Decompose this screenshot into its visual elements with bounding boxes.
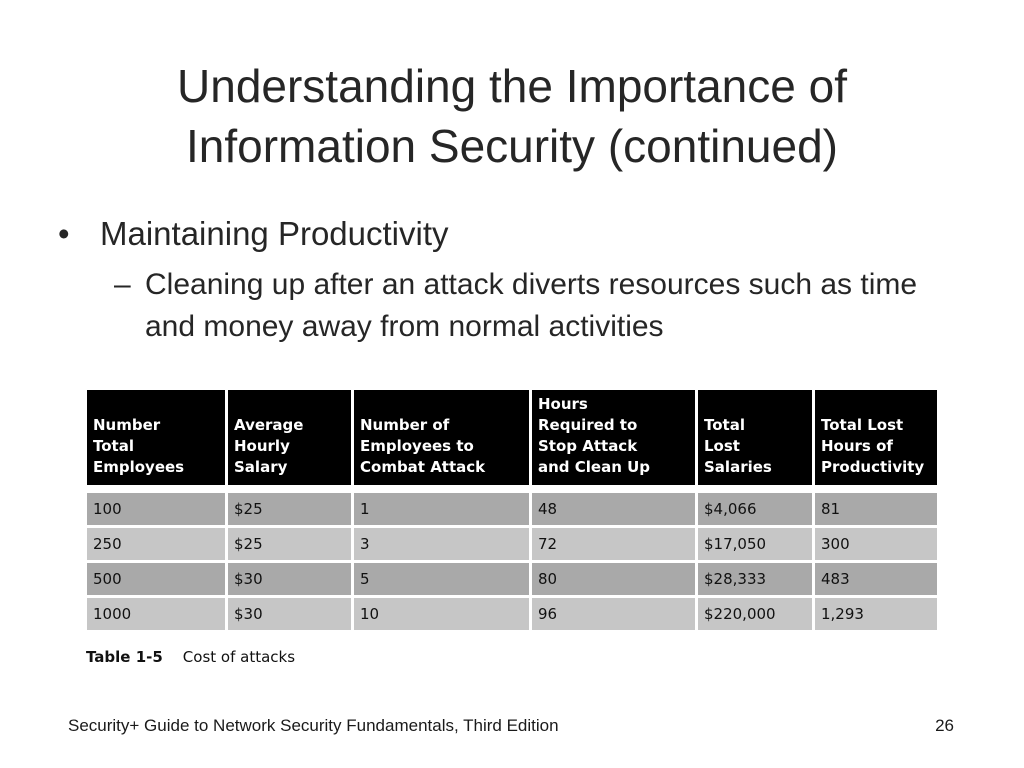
gap-cell	[87, 488, 937, 490]
table-cell: 1000	[87, 598, 225, 630]
table-cell: $25	[228, 493, 351, 525]
header-line: Total	[704, 416, 745, 434]
header-line: Employees	[93, 458, 185, 476]
table-cell: 10	[354, 598, 529, 630]
header-line: Combat Attack	[360, 458, 486, 476]
slide-title	[0, 56, 1024, 176]
table-cell: 483	[815, 563, 937, 595]
header-line: Hourly	[234, 437, 290, 455]
header-average-hourly-salary	[228, 390, 351, 485]
header-line: Hours of	[821, 437, 893, 455]
table-cell: $4,066	[698, 493, 812, 525]
header-total-lost-hours	[815, 390, 937, 485]
sub-bullet-text: Cleaning up after an attack diverts resources such as time and money away from normal activities	[145, 268, 918, 343]
page-number: 26	[935, 716, 954, 735]
table-row	[87, 563, 937, 595]
header-line: Lost	[704, 437, 740, 455]
bullet-item	[58, 212, 449, 256]
header-number-total-employees	[87, 390, 225, 485]
header-hours-required	[532, 390, 695, 485]
header-line: Number of	[360, 416, 450, 434]
table-row	[87, 493, 937, 525]
table-cell: $30	[228, 598, 351, 630]
footer-book-title: Security+ Guide to Network Security Fundamentals, Third Edition	[68, 716, 559, 735]
table-header-row	[87, 390, 937, 485]
table-cell: 300	[815, 528, 937, 560]
bullet-text: Maintaining Productivity	[100, 215, 449, 252]
table-cell: 500	[87, 563, 225, 595]
table-cell: 1,293	[815, 598, 937, 630]
table-caption-text: Cost of attacks	[182, 648, 296, 666]
header-line: Required to	[538, 416, 638, 434]
table-cell: 5	[354, 563, 529, 595]
table-cell: 80	[532, 563, 695, 595]
bullet-marker: •	[58, 215, 70, 252]
table-row	[87, 598, 937, 630]
table-cell: $30	[228, 563, 351, 595]
table-cell: $25	[228, 528, 351, 560]
table-caption	[86, 648, 295, 666]
header-line: Salary	[234, 458, 288, 476]
table-cell: $28,333	[698, 563, 812, 595]
table-header-gap	[87, 488, 937, 490]
header-line: Salaries	[704, 458, 772, 476]
table-cell: $17,050	[698, 528, 812, 560]
header-total-lost-salaries	[698, 390, 812, 485]
table-cell: 100	[87, 493, 225, 525]
header-line: Total Lost	[821, 416, 904, 434]
header-line: Average	[234, 416, 304, 434]
header-line: and Clean Up	[538, 458, 651, 476]
cost-of-attacks-table	[84, 387, 940, 633]
sub-bullet-item	[114, 264, 974, 348]
sub-bullet-marker: –	[114, 268, 131, 301]
table-cell: 81	[815, 493, 937, 525]
header-line: Hours	[538, 395, 588, 413]
table-caption-number: Table 1-5	[86, 648, 163, 666]
table-cell: $220,000	[698, 598, 812, 630]
header-line: Employees to	[360, 437, 474, 455]
header-line: Stop Attack	[538, 437, 638, 455]
header-line: Number	[93, 416, 161, 434]
table-row	[87, 528, 937, 560]
header-line: Total	[93, 437, 134, 455]
header-line: Productivity	[821, 458, 925, 476]
table-cell: 3	[354, 528, 529, 560]
slide-title-line-2: Information Security (continued)	[186, 120, 838, 172]
table-cell: 72	[532, 528, 695, 560]
table-cell: 96	[532, 598, 695, 630]
header-employees-to-combat-attack	[354, 390, 529, 485]
table-cell: 1	[354, 493, 529, 525]
table-cell: 48	[532, 493, 695, 525]
table-cell: 250	[87, 528, 225, 560]
slide-title-line-1: Understanding the Importance of	[177, 60, 847, 112]
